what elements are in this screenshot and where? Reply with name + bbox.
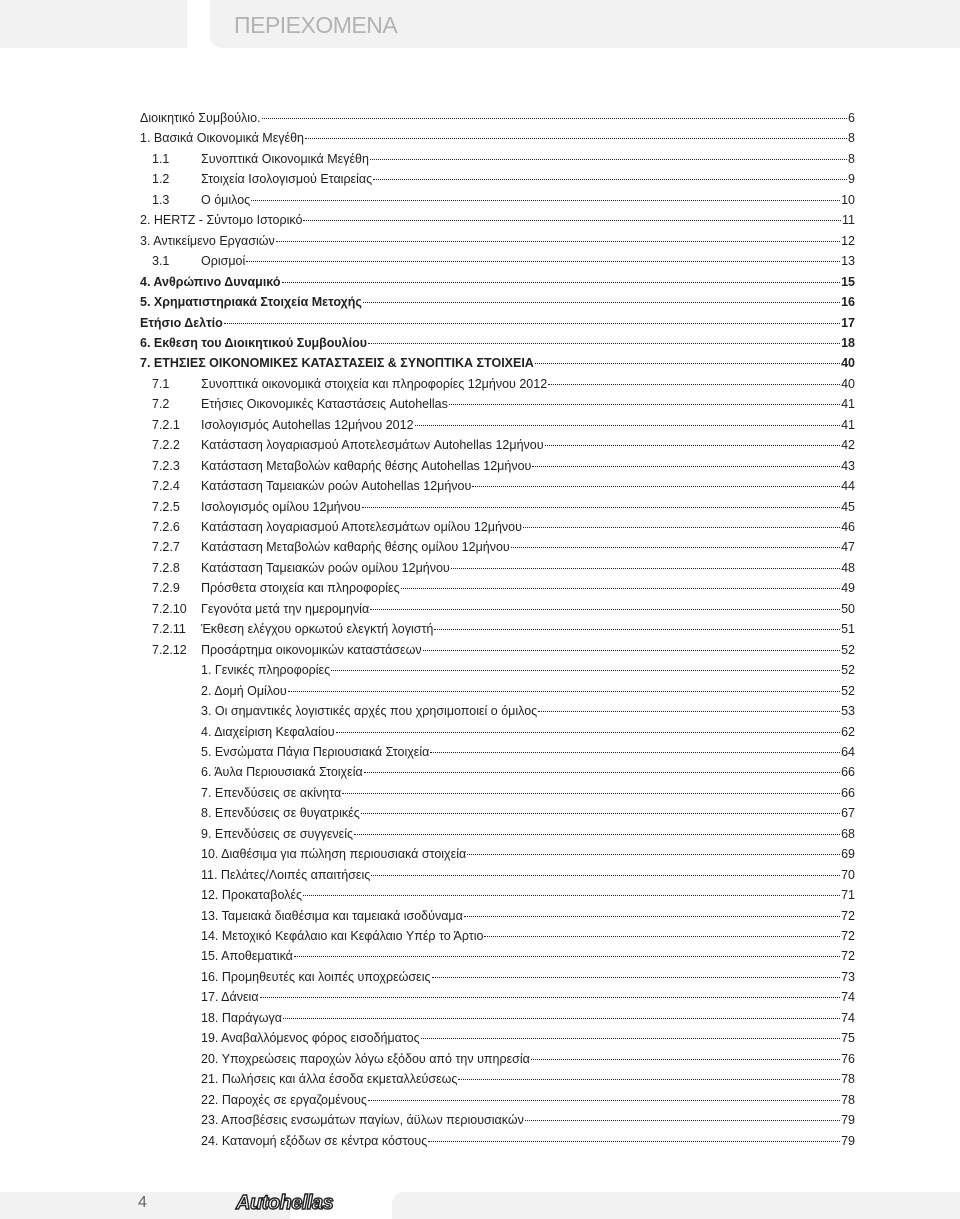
toc-entry-label: Συνοπτικά Οικονομικά Μεγέθη	[201, 151, 369, 166]
toc-entry[interactable]	[140, 110, 855, 126]
toc-entry-label: 7. ΕΤΗΣΙΕΣ ΟΙΚΟΝΟΜΙΚΕΣ ΚΑΤΑΣΤΑΣΕΙΣ & ΣΥΝΟΠΤΙΚΑ ΣΤΟΙΧΕΙΑ	[140, 356, 534, 371]
toc-leader-dots	[451, 567, 840, 569]
toc-entry-page: 72	[841, 908, 855, 923]
toc-entry[interactable]	[152, 458, 855, 474]
toc-entry-page: 78	[841, 1072, 855, 1087]
toc-leader-dots	[523, 526, 840, 528]
toc-entry-number: 7.2.9	[152, 581, 180, 596]
page-number: 4	[138, 1194, 147, 1211]
toc-leader-dots	[276, 240, 840, 242]
toc-entry-page: 50	[841, 601, 855, 616]
toc-entry-label: 20. Υποχρεώσεις παροχών λόγω εξόδου από την υπηρεσία	[201, 1051, 530, 1066]
toc-entry-label: 16. Προμηθευτές και λοιπές υποχρεώσεις	[201, 969, 431, 984]
toc-entry[interactable]	[201, 989, 855, 1005]
toc-leader-dots	[288, 690, 840, 692]
toc-entry[interactable]	[201, 744, 855, 760]
toc-entry-number: 1.2	[152, 172, 170, 187]
toc-entry-page: 72	[841, 929, 855, 943]
toc-leader-dots	[260, 996, 841, 998]
toc-entry-page: 8	[848, 151, 855, 166]
toc-entry[interactable]	[140, 294, 855, 310]
toc-leader-dots	[371, 874, 840, 876]
toc-leader-dots	[472, 485, 840, 487]
toc-entry-page: 15	[841, 274, 855, 289]
toc-leader-dots	[370, 608, 840, 610]
toc-entry-page: 46	[841, 520, 855, 534]
toc-leader-dots	[432, 976, 841, 978]
toc-entry-label: 4. Ανθρώπινο Δυναμικό	[140, 274, 281, 289]
toc-entry-label: Κατάσταση Ταμειακών ροών ομίλου 12μήνου	[201, 560, 450, 575]
toc-leader-dots	[262, 117, 848, 119]
toc-entry[interactable]	[152, 253, 855, 269]
toc-entry-label: 14. Μετοχικό Κεφάλαιο και Κεφάλαιο Υπέρ το Άρτιο	[201, 929, 484, 943]
toc-leader-dots	[361, 812, 840, 814]
toc-entry-number: 7.2.2	[152, 438, 180, 453]
toc-leader-dots	[484, 935, 840, 937]
toc-entry-label: 2. Δομή Ομίλου	[201, 683, 287, 698]
toc-entry-label: 12. Προκαταβολές	[201, 888, 303, 903]
toc-entry-page: 44	[841, 479, 855, 494]
toc-entry[interactable]	[201, 887, 855, 903]
toc-leader-dots	[373, 178, 847, 180]
toc-entry-page: 48	[841, 560, 855, 575]
toc-entry-label: 13. Ταμειακά διαθέσιμα και ταμειακά ισοδύναμα	[201, 908, 463, 923]
toc-entry[interactable]	[201, 846, 855, 862]
toc-entry-page: 71	[841, 888, 855, 903]
toc-entry-page: 53	[841, 704, 855, 719]
toc-entry-page: 49	[841, 581, 855, 596]
toc-entry-page: 73	[841, 969, 855, 984]
toc-entry[interactable]	[140, 233, 855, 249]
toc-entry[interactable]	[201, 764, 855, 780]
toc-entry[interactable]	[152, 560, 855, 576]
toc-entry[interactable]	[140, 212, 855, 228]
toc-entry-page: 75	[841, 1031, 855, 1046]
page-title: ΠΕΡΙΕΧΟΜΕΝΑ	[234, 12, 398, 38]
toc-leader-dots	[305, 137, 847, 139]
toc-leader-dots	[464, 915, 840, 917]
toc-entry-number: 7.2.10	[152, 601, 187, 616]
toc-entry-number: 1.1	[152, 151, 170, 166]
toc-entry-label: 2. HERTZ - Σύντομο Ιστορικό	[140, 213, 303, 228]
toc-entry[interactable]	[201, 908, 855, 924]
toc-entry-page: 41	[841, 417, 855, 432]
toc-leader-dots	[430, 751, 840, 753]
toc-entry[interactable]	[152, 151, 855, 167]
toc-entry-page: 47	[841, 540, 855, 555]
toc-leader-dots	[531, 1058, 840, 1060]
toc-entry[interactable]	[201, 969, 855, 985]
toc-entry[interactable]	[152, 478, 855, 494]
toc-leader-dots	[548, 383, 840, 385]
toc-entry-label: 21. Πωλήσεις και άλλα έσοδα εκμεταλλεύσεως	[201, 1072, 458, 1087]
toc-entry[interactable]	[201, 826, 855, 842]
toc-leader-dots	[370, 158, 847, 160]
toc-entry-label: Διοικητικό Συμβούλιο.	[140, 111, 261, 125]
toc-entry-label: 5. Ενσώματα Πάγια Περιουσιακά Στοιχεία	[201, 744, 430, 759]
autohellas-logo	[232, 1191, 362, 1217]
toc-leader-dots	[363, 301, 840, 303]
footer-right-bar	[392, 1192, 960, 1219]
toc-entry[interactable]	[152, 539, 855, 555]
toc-leader-dots	[331, 669, 840, 671]
toc-entry-label: 6. Άυλα Περιουσιακά Στοιχεία	[201, 765, 363, 780]
toc-entry[interactable]	[201, 928, 855, 944]
toc-leader-dots	[415, 424, 841, 426]
toc-entry-label: 24. Κατανομή εξόδων σε κέντρα κόστους	[201, 1133, 428, 1148]
toc-entry-number: 7.2.1	[152, 417, 180, 432]
toc-entry-label: Κατάσταση Μεταβολών καθαρής θέσης ομίλου 12μήνου	[201, 540, 510, 555]
toc-entry[interactable]	[201, 948, 855, 964]
toc-entry[interactable]	[201, 1071, 855, 1087]
toc-entry-label: 8. Επενδύσεις σε θυγατρικές	[201, 806, 360, 821]
toc-entry-label: 15. Αποθεματικά	[201, 949, 293, 964]
toc-entry-page: 76	[841, 1051, 855, 1066]
toc-leader-dots	[303, 894, 840, 896]
toc-entry-label: 1. Βασικά Οικονομικά Μεγέθη	[140, 131, 304, 146]
toc-entry-page: 10	[841, 192, 855, 207]
toc-leader-dots	[428, 1140, 840, 1142]
toc-entry-label: Συνοπτικά οικονομικά στοιχεία και πληροφορίες 12μήνου 2012	[201, 376, 548, 391]
toc-entry-label: Ισολογισμός Autohellas 12μήνου 2012	[201, 417, 414, 432]
toc-entry-label: 5. Χρηματιστηριακά Στοιχεία Μετοχής	[140, 295, 362, 310]
toc-leader-dots	[303, 219, 841, 221]
toc-entry-label: Πρόσθετα στοιχεία και πληροφορίες	[201, 581, 400, 596]
toc-entry-label: 7. Επενδύσεις σε ακίνητα	[201, 785, 342, 800]
toc-entry[interactable]	[201, 1030, 855, 1046]
toc-entry-label: Ετήσιες Οικονομικές Καταστάσεις Autohellas	[201, 397, 448, 412]
toc-entry-page: 12	[841, 233, 855, 248]
toc-entry-page: 51	[841, 622, 855, 637]
toc-leader-dots	[467, 853, 840, 855]
toc-entry-page: 52	[841, 663, 855, 678]
toc-entry[interactable]	[152, 376, 855, 392]
toc-leader-dots	[545, 444, 841, 446]
toc-entry[interactable]	[201, 805, 855, 821]
toc-entry-page: 11	[842, 213, 855, 228]
toc-leader-dots	[511, 546, 840, 548]
toc-entry-page: 45	[841, 499, 855, 514]
toc-entry-label: 1. Γενικές πληροφορίες	[201, 663, 331, 678]
toc-entry[interactable]	[140, 355, 855, 371]
toc-entry-page: 72	[841, 949, 855, 964]
toc-entry-label: 4. Διαχείριση Κεφαλαίου	[201, 724, 335, 739]
toc-entry-label: 18. Παράγωγα	[201, 1010, 282, 1025]
toc-entry-number: 7.2.5	[152, 499, 180, 514]
toc-entry-page: 74	[841, 1010, 855, 1025]
toc-entry-label: Προσάρτημα οικονομικών καταστάσεων	[201, 642, 422, 657]
toc-entry-page: 6	[848, 111, 855, 125]
toc-entry[interactable]	[201, 1010, 855, 1026]
toc-entry-label: 23. Αποσβέσεις ενσωμάτων παγίων, άϋλων περιουσιακών	[201, 1113, 524, 1128]
toc-entry-page: 17	[841, 315, 855, 330]
toc-entry[interactable]	[140, 274, 855, 290]
toc-leader-dots	[342, 792, 840, 794]
toc-leader-dots	[538, 710, 840, 712]
toc-leader-dots	[362, 506, 840, 508]
toc-entry[interactable]	[201, 683, 855, 699]
toc-entry-page: 67	[841, 806, 855, 821]
toc-entry[interactable]	[152, 642, 855, 658]
toc-entry[interactable]	[140, 130, 855, 146]
toc-entry-label: Ο όμιλος	[201, 192, 251, 207]
toc-leader-dots	[458, 1078, 840, 1080]
toc-entry[interactable]	[152, 437, 855, 453]
toc-entry-number: 7.1	[152, 376, 170, 391]
logo-text: Autohellas	[236, 1192, 334, 1214]
toc-leader-dots	[336, 731, 841, 733]
toc-leader-dots	[525, 1119, 840, 1121]
toc-leader-dots	[368, 342, 840, 344]
toc-entry[interactable]	[140, 335, 855, 351]
toc-entry[interactable]	[140, 315, 855, 331]
toc-leader-dots	[401, 587, 840, 589]
toc-leader-dots	[283, 1017, 840, 1019]
toc-entry-label: Κατάσταση Μεταβολών καθαρής θέσης Autohellas 12μήνου	[201, 458, 532, 473]
toc-entry-label: 22. Παροχές σε εργαζομένους	[201, 1092, 367, 1107]
toc-entry-page: 79	[841, 1133, 855, 1148]
toc-entry[interactable]	[152, 396, 855, 412]
toc-entry[interactable]	[152, 580, 855, 596]
toc-entry[interactable]	[152, 499, 855, 515]
toc-entry-page: 40	[841, 356, 855, 371]
toc-leader-dots	[224, 322, 840, 324]
toc-entry[interactable]	[201, 1133, 855, 1149]
toc-entry-number: 7.2.8	[152, 560, 180, 575]
toc-leader-dots	[246, 260, 840, 262]
toc-entry-label: 10. Διαθέσιμα για πώληση περιουσιακά στοιχεία	[201, 847, 467, 862]
toc-entry-label: 17. Δάνεια	[201, 990, 259, 1005]
toc-entry-page: 52	[841, 642, 855, 657]
toc-leader-dots	[535, 362, 840, 364]
toc-entry-label: 11. Πελάτες/Λοιπές απαιτήσεις	[201, 867, 371, 882]
toc-entry[interactable]	[201, 785, 855, 801]
toc-entry[interactable]	[201, 662, 855, 678]
toc-leader-dots	[368, 1099, 840, 1101]
toc-entry-page: 9	[848, 172, 855, 187]
toc-entry-number: 3.1	[152, 254, 170, 269]
toc-entry-page: 40	[841, 376, 855, 391]
toc-entry-label: Έκθεση ελέγχου ορκωτού ελεγκτή λογιστή	[201, 622, 434, 637]
toc-entry-page: 69	[841, 847, 855, 862]
toc-entry-page: 64	[841, 744, 855, 759]
toc-entry-page: 74	[841, 990, 855, 1005]
toc-entry-page: 62	[841, 724, 855, 739]
toc-entry-page: 13	[841, 254, 855, 269]
toc-entry-label: Στοιχεία Ισολογισμού Εταιρείας	[201, 172, 373, 187]
toc-entry-page: 66	[841, 785, 855, 800]
toc-entry-page: 42	[841, 438, 855, 453]
toc-entry[interactable]	[201, 1112, 855, 1128]
toc-leader-dots	[434, 628, 840, 630]
toc-entry-number: 7.2	[152, 397, 170, 412]
toc-entry-number: 1.3	[152, 192, 170, 207]
toc-entry-page: 52	[841, 683, 855, 698]
toc-entry-page: 70	[841, 867, 855, 882]
toc-entry-number: 7.2.4	[152, 479, 180, 494]
toc-entry[interactable]	[201, 1092, 855, 1108]
toc-entry[interactable]	[152, 171, 855, 187]
toc-entry-label: 19. Αναβαλλόμενος φόρος εισοδήματος	[201, 1031, 420, 1046]
toc-entry-page: 16	[841, 295, 855, 310]
toc-entry[interactable]	[152, 601, 855, 617]
toc-entry-label: 6. Εκθεση του Διοικητικού Συμβουλίου	[140, 335, 367, 350]
toc-entry-page: 66	[841, 765, 855, 780]
toc-entry-page: 78	[841, 1092, 855, 1107]
toc-entry-label: Κατάσταση λογαριασμού Αποτελεσμάτων ομίλου 12μήνου	[201, 520, 522, 534]
toc-leader-dots	[251, 199, 840, 201]
toc-leader-dots	[364, 771, 840, 773]
toc-entry-label: Κατάσταση Ταμειακών ροών Autohellas 12μήνου	[201, 479, 472, 494]
toc-entry[interactable]	[152, 192, 855, 208]
toc-entry[interactable]	[152, 621, 855, 637]
toc-entry[interactable]	[201, 1051, 855, 1067]
toc-entry-label: Κατάσταση λογαριασμού Αποτελεσμάτων Autohellas 12μήνου	[201, 438, 544, 453]
toc-entry[interactable]	[152, 417, 855, 433]
toc-entry-number: 7.2.3	[152, 458, 180, 473]
toc-entry-number: 7.2.12	[152, 642, 187, 657]
toc-entry-page: 41	[841, 397, 855, 412]
toc-leader-dots	[421, 1037, 840, 1039]
toc-entry-label: 9. Επενδύσεις σε συγγενείς	[201, 826, 354, 841]
toc-entry-page: 8	[848, 131, 855, 146]
toc-leader-dots	[294, 955, 840, 957]
toc-entry-number: 7.2.7	[152, 540, 180, 555]
toc-entry[interactable]	[152, 519, 855, 535]
toc-entry-number: 7.2.6	[152, 520, 180, 534]
toc-entry-label: Ετήσιο Δελτίο	[140, 315, 223, 330]
toc-leader-dots	[282, 281, 841, 283]
toc-entry-number: 7.2.11	[152, 622, 186, 637]
toc-leader-dots	[354, 833, 840, 835]
toc-entry[interactable]	[201, 724, 855, 740]
toc-entry-label: 3. Αντικείμενο Εργασιών	[140, 233, 275, 248]
toc-entry-page: 18	[841, 335, 855, 350]
toc-entry-page: 43	[841, 458, 855, 473]
toc-entry[interactable]	[201, 703, 855, 719]
toc-entry-label: Γεγονότα μετά την ημερομηνία	[201, 601, 370, 616]
toc-entry-label: Ισολογισμός ομίλου 12μήνου	[201, 499, 361, 514]
toc-entry-label: Ορισμοί	[201, 254, 246, 269]
toc-entry-page: 79	[841, 1113, 855, 1128]
toc-leader-dots	[449, 403, 840, 405]
toc-entry-page: 68	[841, 826, 855, 841]
toc-entry[interactable]	[201, 867, 855, 883]
toc-entry-label: 3. Οι σημαντικές λογιστικές αρχές που χρησιμοποιεί ο όμιλος	[201, 704, 538, 719]
toc-leader-dots	[532, 465, 840, 467]
toc-leader-dots	[423, 649, 840, 651]
